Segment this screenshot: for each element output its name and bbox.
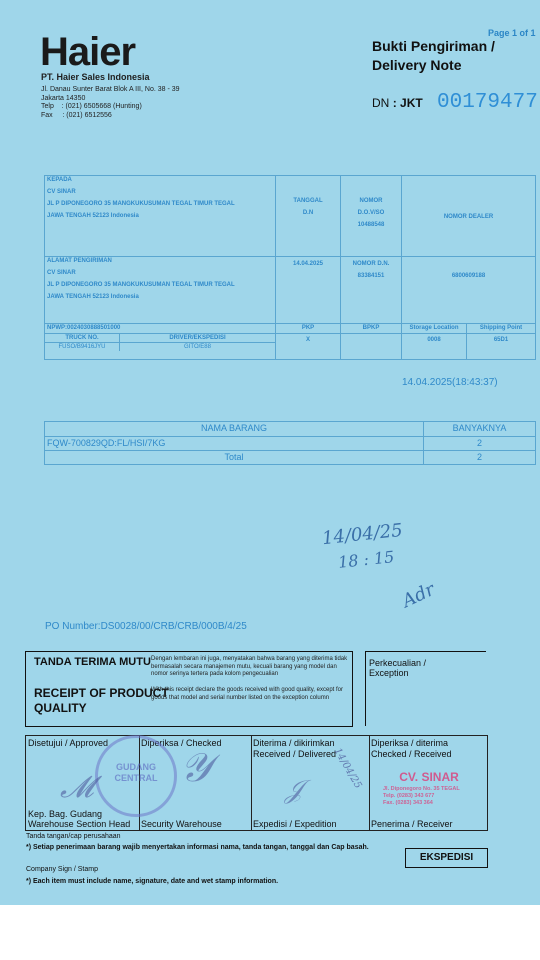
- footer-line-4: *) Each item must include name, signature, date and wet stamp information.: [26, 878, 279, 885]
- col-nama-barang: NAMA BARANG: [45, 422, 424, 437]
- receipt-title-id: TANDA TERIMA MUTU: [34, 656, 151, 668]
- info-table: [44, 175, 536, 360]
- dealer-label: NOMOR DEALER: [443, 214, 494, 220]
- bpkp-value-cell: [341, 334, 402, 360]
- total-row: [45, 451, 536, 465]
- gudang-stamp: GUDANG CENTRAL: [95, 735, 177, 817]
- nomor-dn-cell: [341, 257, 402, 324]
- cv-sinar-stamp: CV. SINAR: [399, 770, 459, 784]
- document-title: Bukti Pengiriman / Delivery Note: [372, 38, 495, 73]
- print-timestamp: 14.04.2025(18:43:37): [402, 377, 498, 388]
- item-name: FQW-700829QD:FL/HSI/7KG: [45, 437, 424, 451]
- nomor-dn-label: NOMOR D.N.: [352, 261, 390, 267]
- dn-label: [372, 96, 423, 110]
- truck-label: TRUCK NO.: [45, 334, 120, 343]
- handwritten-signature: Adr: [399, 578, 439, 613]
- pkp-value: X: [276, 334, 341, 360]
- page-indicator: Page 1 of 1: [488, 28, 536, 38]
- kepada-cell: [45, 176, 276, 257]
- storage-label: Storage Location: [402, 324, 467, 334]
- kepada-label: KEPADA: [47, 177, 72, 183]
- sig-checked-label: Diperiksa / Checked: [141, 738, 222, 748]
- dn-number: 00179477: [437, 91, 538, 114]
- alamat-address-1: JL P DIPONEGORO 35 MANGKUKUSUMAN TEGAL TIMUR TEGAL: [47, 282, 235, 288]
- nomor-value: 10488548: [357, 222, 385, 228]
- footer-line-1: Tanda tangan/cap perusahaan: [26, 833, 121, 840]
- sig-head-label: Kep. Bag. Gudang Warehouse Section Head: [28, 809, 131, 829]
- driver-value: GITO/E88: [184, 344, 211, 350]
- driver-label: DRIVER/EKSPEDISI: [120, 334, 276, 343]
- sig-expedisi-label: Expedisi / Expedition: [253, 819, 337, 829]
- npwp-cell: [45, 324, 276, 334]
- tanggal-sub: D.N: [302, 210, 314, 216]
- dealer-cell: [402, 176, 536, 257]
- receipt-title-en-1: RECEIPT OF PRODUCT: [34, 686, 169, 700]
- alamat-label: ALAMAT PENGIRIMAN: [47, 258, 112, 264]
- tanggal-label: TANGGAL: [293, 198, 323, 204]
- exception-label: Perkecualian / Exception: [369, 658, 427, 678]
- tanggal-cell: [276, 176, 341, 257]
- haier-logo: Haier: [40, 30, 136, 74]
- receipt-text-id: Dengan lembaran ini juga, menyatakan bahwa barang yang diterima tidak bermasalah secara manajemen mutu, kecuali barang yang model dan nomor serinya tertera pada kolom pengecualian: [151, 656, 348, 677]
- receipt-title-en-2: QUALITY: [34, 701, 87, 715]
- copy-label: EKSPEDISI: [405, 848, 488, 868]
- cv-sinar-stamp-address: Jl. Diponegoro No. 35 TEGAL Telp. (0283) 343 677 Fax. (0283) 343 364: [383, 786, 460, 806]
- footer-line-3: Company Sign / Stamp: [26, 866, 98, 873]
- bpkp-label: BPKP: [341, 324, 402, 334]
- kepada-address-2: JAWA TENGAH 52123 Indonesia: [47, 213, 139, 219]
- alamat-name: CV SINAR: [47, 270, 76, 276]
- sig-security-label: Security Warehouse: [141, 819, 222, 829]
- approved-signature: 𝓜: [60, 770, 94, 805]
- handwritten-date: 14/04/25: [321, 519, 404, 550]
- alamat-cell: [45, 257, 276, 324]
- item-qty: 2: [424, 437, 536, 451]
- table-row: [45, 437, 536, 451]
- npwp: NPWP:0024030888501000: [47, 325, 121, 331]
- storage-value: 0008: [402, 334, 467, 360]
- total-qty: 2: [424, 451, 536, 465]
- received-signature: 𝒥: [285, 775, 303, 805]
- sig-penerima-label: Penerima / Receiver: [371, 819, 453, 829]
- shipping-value: 65D1: [467, 334, 536, 360]
- receipt-text-en: With this receipt declare the goods received with good quality, except for goods that model and serial number listed on the exception column: [151, 687, 343, 701]
- shipping-label: Shipping Point: [467, 324, 536, 334]
- nomor-label: NOMOR: [359, 198, 383, 204]
- nomor-cell: [341, 176, 402, 257]
- handwritten-time: 18 : 15: [337, 547, 396, 572]
- date-value-cell: [276, 257, 341, 324]
- sig-checked-received-label: Diperiksa / diterima Checked / Received: [371, 738, 452, 759]
- total-label: Total: [45, 451, 424, 465]
- truck-driver-cell: [45, 334, 276, 360]
- checked-signature: 𝒴: [180, 745, 212, 791]
- dealer-value-cell: [402, 257, 536, 324]
- received-handwritten-date: 14/04/25: [331, 746, 364, 791]
- items-table: [44, 421, 536, 465]
- truck-driver-table: [45, 334, 275, 351]
- company-name: PT. Haier Sales Indonesia: [41, 72, 150, 82]
- kepada-name: CV SINAR: [47, 189, 76, 195]
- alamat-address-2: JAWA TENGAH 52123 Indonesia: [47, 294, 139, 300]
- col-banyaknya: BANYAKNYA: [424, 422, 536, 437]
- sig-received-label: Diterima / dikirimkan Received / Delivered: [253, 738, 337, 759]
- nomor-sub: D.O.V/SO: [357, 210, 385, 216]
- po-number: PO Number:DS0028/00/CRB/CRB/000B/4/25: [45, 621, 247, 632]
- company-address: Jl. Danau Sunter Barat Blok A III, No. 38 - 39 Jakarta 14350 Telp : (021) 6505668 (Hunting) Fax : (021) 6512556: [41, 86, 180, 119]
- receipt-of-quality: [25, 651, 485, 725]
- pkp-label: PKP: [276, 324, 341, 334]
- kepada-address-1: JL P DIPONEGORO 35 MANGKUKUSUMAN TEGAL TIMUR TEGAL: [47, 201, 235, 207]
- sig-approved-label: Disetujui / Approved: [28, 738, 109, 748]
- footer-line-2: *) Setiap penerimaan barang wajib menyertakan informasi nama, tanda tangan, tanggal dan Cap basah.: [26, 844, 369, 851]
- nomor-dn-value: 83384151: [357, 273, 385, 279]
- dn-label-text: DN: [372, 96, 390, 110]
- date-value: 14.04.2025: [292, 261, 324, 267]
- truck-value: FUSO/B9416JYU: [45, 343, 120, 352]
- dealer-value: 6800609188: [451, 273, 486, 279]
- dn-prefix: : JKT: [392, 96, 423, 110]
